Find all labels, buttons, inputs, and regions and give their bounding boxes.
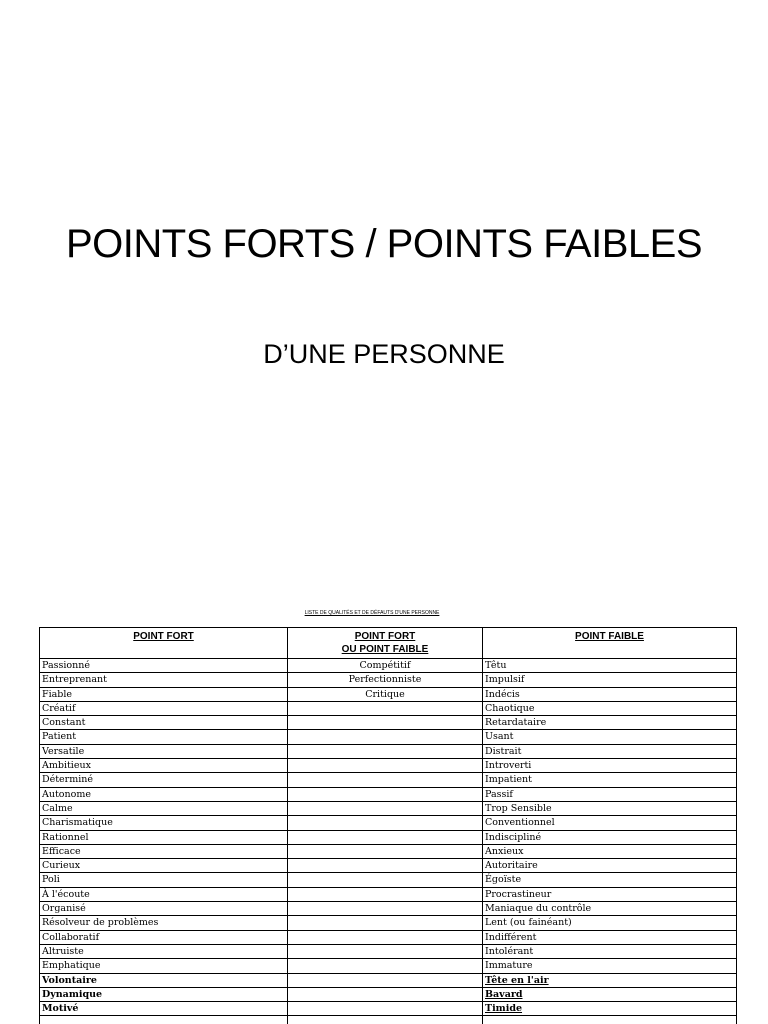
cell-point-fort <box>40 1016 288 1024</box>
table-row <box>40 887 737 901</box>
cell-point-fort-ou-faible <box>288 730 483 744</box>
cell-point-faible: Usant <box>483 730 737 744</box>
cell-point-fort: Calme <box>40 801 288 815</box>
table-row <box>40 944 737 958</box>
cell-point-faible: Égoïste <box>483 873 737 887</box>
cell-point-fort: Organisé <box>40 902 288 916</box>
cell-point-faible: Timide <box>483 1002 737 1016</box>
cell-point-fort: Charismatique <box>40 816 288 830</box>
cell-point-fort: Passionné <box>40 659 288 673</box>
table-row <box>40 1016 737 1024</box>
cell-point-fort: Volontaire <box>40 973 288 987</box>
header-point-faible-label: POINT FAIBLE <box>575 631 644 642</box>
cell-point-faible: Intolérant <box>483 944 737 958</box>
cell-point-fort: Fiable <box>40 687 288 701</box>
cell-point-fort-ou-faible <box>288 716 483 730</box>
cell-point-fort: Entreprenant <box>40 673 288 687</box>
cell-point-fort: Altruiste <box>40 944 288 958</box>
cell-point-fort: Autonome <box>40 787 288 801</box>
cell-point-faible: Introverti <box>483 759 737 773</box>
cell-point-faible: Maniaque du contrôle <box>483 902 737 916</box>
table-header-row <box>40 628 737 659</box>
cell-point-fort: Constant <box>40 716 288 730</box>
cell-point-fort-ou-faible <box>288 887 483 901</box>
cell-point-fort-ou-faible <box>288 759 483 773</box>
cell-point-faible: Passif <box>483 787 737 801</box>
cell-point-faible <box>483 1016 737 1024</box>
table-row <box>40 730 737 744</box>
cell-point-fort-ou-faible <box>288 1002 483 1016</box>
table-row <box>40 801 737 815</box>
table-row <box>40 959 737 973</box>
table-row <box>40 787 737 801</box>
cell-point-fort: Versatile <box>40 744 288 758</box>
header-col2-line2: OU POINT FAIBLE <box>341 644 429 655</box>
cell-point-faible: Chaotique <box>483 701 737 715</box>
cell-point-faible: Tête en l'air <box>483 973 737 987</box>
cell-point-fort-ou-faible: Critique <box>288 687 483 701</box>
cell-point-fort-ou-faible <box>288 916 483 930</box>
cell-point-fort-ou-faible <box>288 787 483 801</box>
cell-point-fort-ou-faible <box>288 944 483 958</box>
page-subtitle: D’UNE PERSONNE <box>263 339 505 369</box>
table-row <box>40 902 737 916</box>
table-row <box>40 744 737 758</box>
cell-point-fort: Patient <box>40 730 288 744</box>
table-row <box>40 659 737 673</box>
cell-point-fort-ou-faible <box>288 959 483 973</box>
cell-point-fort-ou-faible <box>288 987 483 1001</box>
table-row <box>40 859 737 873</box>
table-row <box>40 830 737 844</box>
cell-point-fort: Ambitieux <box>40 759 288 773</box>
header-point-faible <box>483 628 737 659</box>
cell-point-fort: Emphatique <box>40 959 288 973</box>
table-row <box>40 687 737 701</box>
cell-point-fort-ou-faible <box>288 902 483 916</box>
table-row <box>40 701 737 715</box>
cell-point-fort-ou-faible <box>288 1016 483 1024</box>
cell-point-fort-ou-faible: Compétitif <box>288 659 483 673</box>
table-row <box>40 873 737 887</box>
cell-point-fort-ou-faible <box>288 859 483 873</box>
table-row <box>40 930 737 944</box>
page-title: POINTS FORTS / POINTS FAIBLES <box>65 222 702 266</box>
cell-point-faible: Têtu <box>483 659 737 673</box>
cell-point-faible: Impulsif <box>483 673 737 687</box>
table-row <box>40 973 737 987</box>
cell-point-faible: Lent (ou fainéant) <box>483 916 737 930</box>
table-row <box>40 1002 737 1016</box>
cell-point-fort: Collaboratif <box>40 930 288 944</box>
cell-point-fort: Dynamique <box>40 987 288 1001</box>
cell-point-faible: Bavard <box>483 987 737 1001</box>
cell-point-fort: Résolveur de problèmes <box>40 916 288 930</box>
table-row <box>40 816 737 830</box>
table-row <box>40 916 737 930</box>
cell-point-fort-ou-faible <box>288 773 483 787</box>
cell-point-faible: Trop Sensible <box>483 801 737 815</box>
cell-point-faible: Procrastineur <box>483 887 737 901</box>
cell-point-fort: Motivé <box>40 1002 288 1016</box>
header-point-fort-ou-faible <box>288 628 483 659</box>
cell-point-fort: À l'écoute <box>40 887 288 901</box>
cell-point-fort: Créatif <box>40 701 288 715</box>
cell-point-faible: Immature <box>483 959 737 973</box>
cell-point-fort-ou-faible <box>288 973 483 987</box>
table-caption: LISTE DE QUALITÉS ET DE DÉFAUTS D'UNE PERSONNE <box>304 610 440 616</box>
cell-point-fort-ou-faible <box>288 873 483 887</box>
table-row <box>40 673 737 687</box>
header-col2-line1: POINT FORT <box>354 631 416 642</box>
cell-point-fort: Déterminé <box>40 773 288 787</box>
cell-point-faible: Conventionnel <box>483 816 737 830</box>
cell-point-fort-ou-faible <box>288 701 483 715</box>
cell-point-faible: Retardataire <box>483 716 737 730</box>
table-row <box>40 759 737 773</box>
header-point-fort-label: POINT FORT <box>133 631 194 642</box>
table-row <box>40 987 737 1001</box>
cell-point-fort-ou-faible <box>288 844 483 858</box>
qualities-table <box>39 627 737 1024</box>
cell-point-fort: Rationnel <box>40 830 288 844</box>
cell-point-fort: Poli <box>40 873 288 887</box>
table-row <box>40 773 737 787</box>
cell-point-fort-ou-faible <box>288 816 483 830</box>
cell-point-faible: Anxieux <box>483 844 737 858</box>
table-row <box>40 716 737 730</box>
cell-point-fort: Efficace <box>40 844 288 858</box>
cell-point-faible: Distrait <box>483 744 737 758</box>
cell-point-fort-ou-faible <box>288 744 483 758</box>
cell-point-fort-ou-faible: Perfectionniste <box>288 673 483 687</box>
cell-point-faible: Indécis <box>483 687 737 701</box>
table-body <box>40 659 737 1024</box>
cell-point-faible: Autoritaire <box>483 859 737 873</box>
cell-point-faible: Indifférent <box>483 930 737 944</box>
cell-point-faible: Impatient <box>483 773 737 787</box>
cell-point-fort-ou-faible <box>288 930 483 944</box>
cell-point-fort-ou-faible <box>288 801 483 815</box>
cell-point-faible: Indiscipliné <box>483 830 737 844</box>
cell-point-fort: Curieux <box>40 859 288 873</box>
cell-point-fort-ou-faible <box>288 830 483 844</box>
table-row <box>40 844 737 858</box>
header-point-fort <box>40 628 288 659</box>
